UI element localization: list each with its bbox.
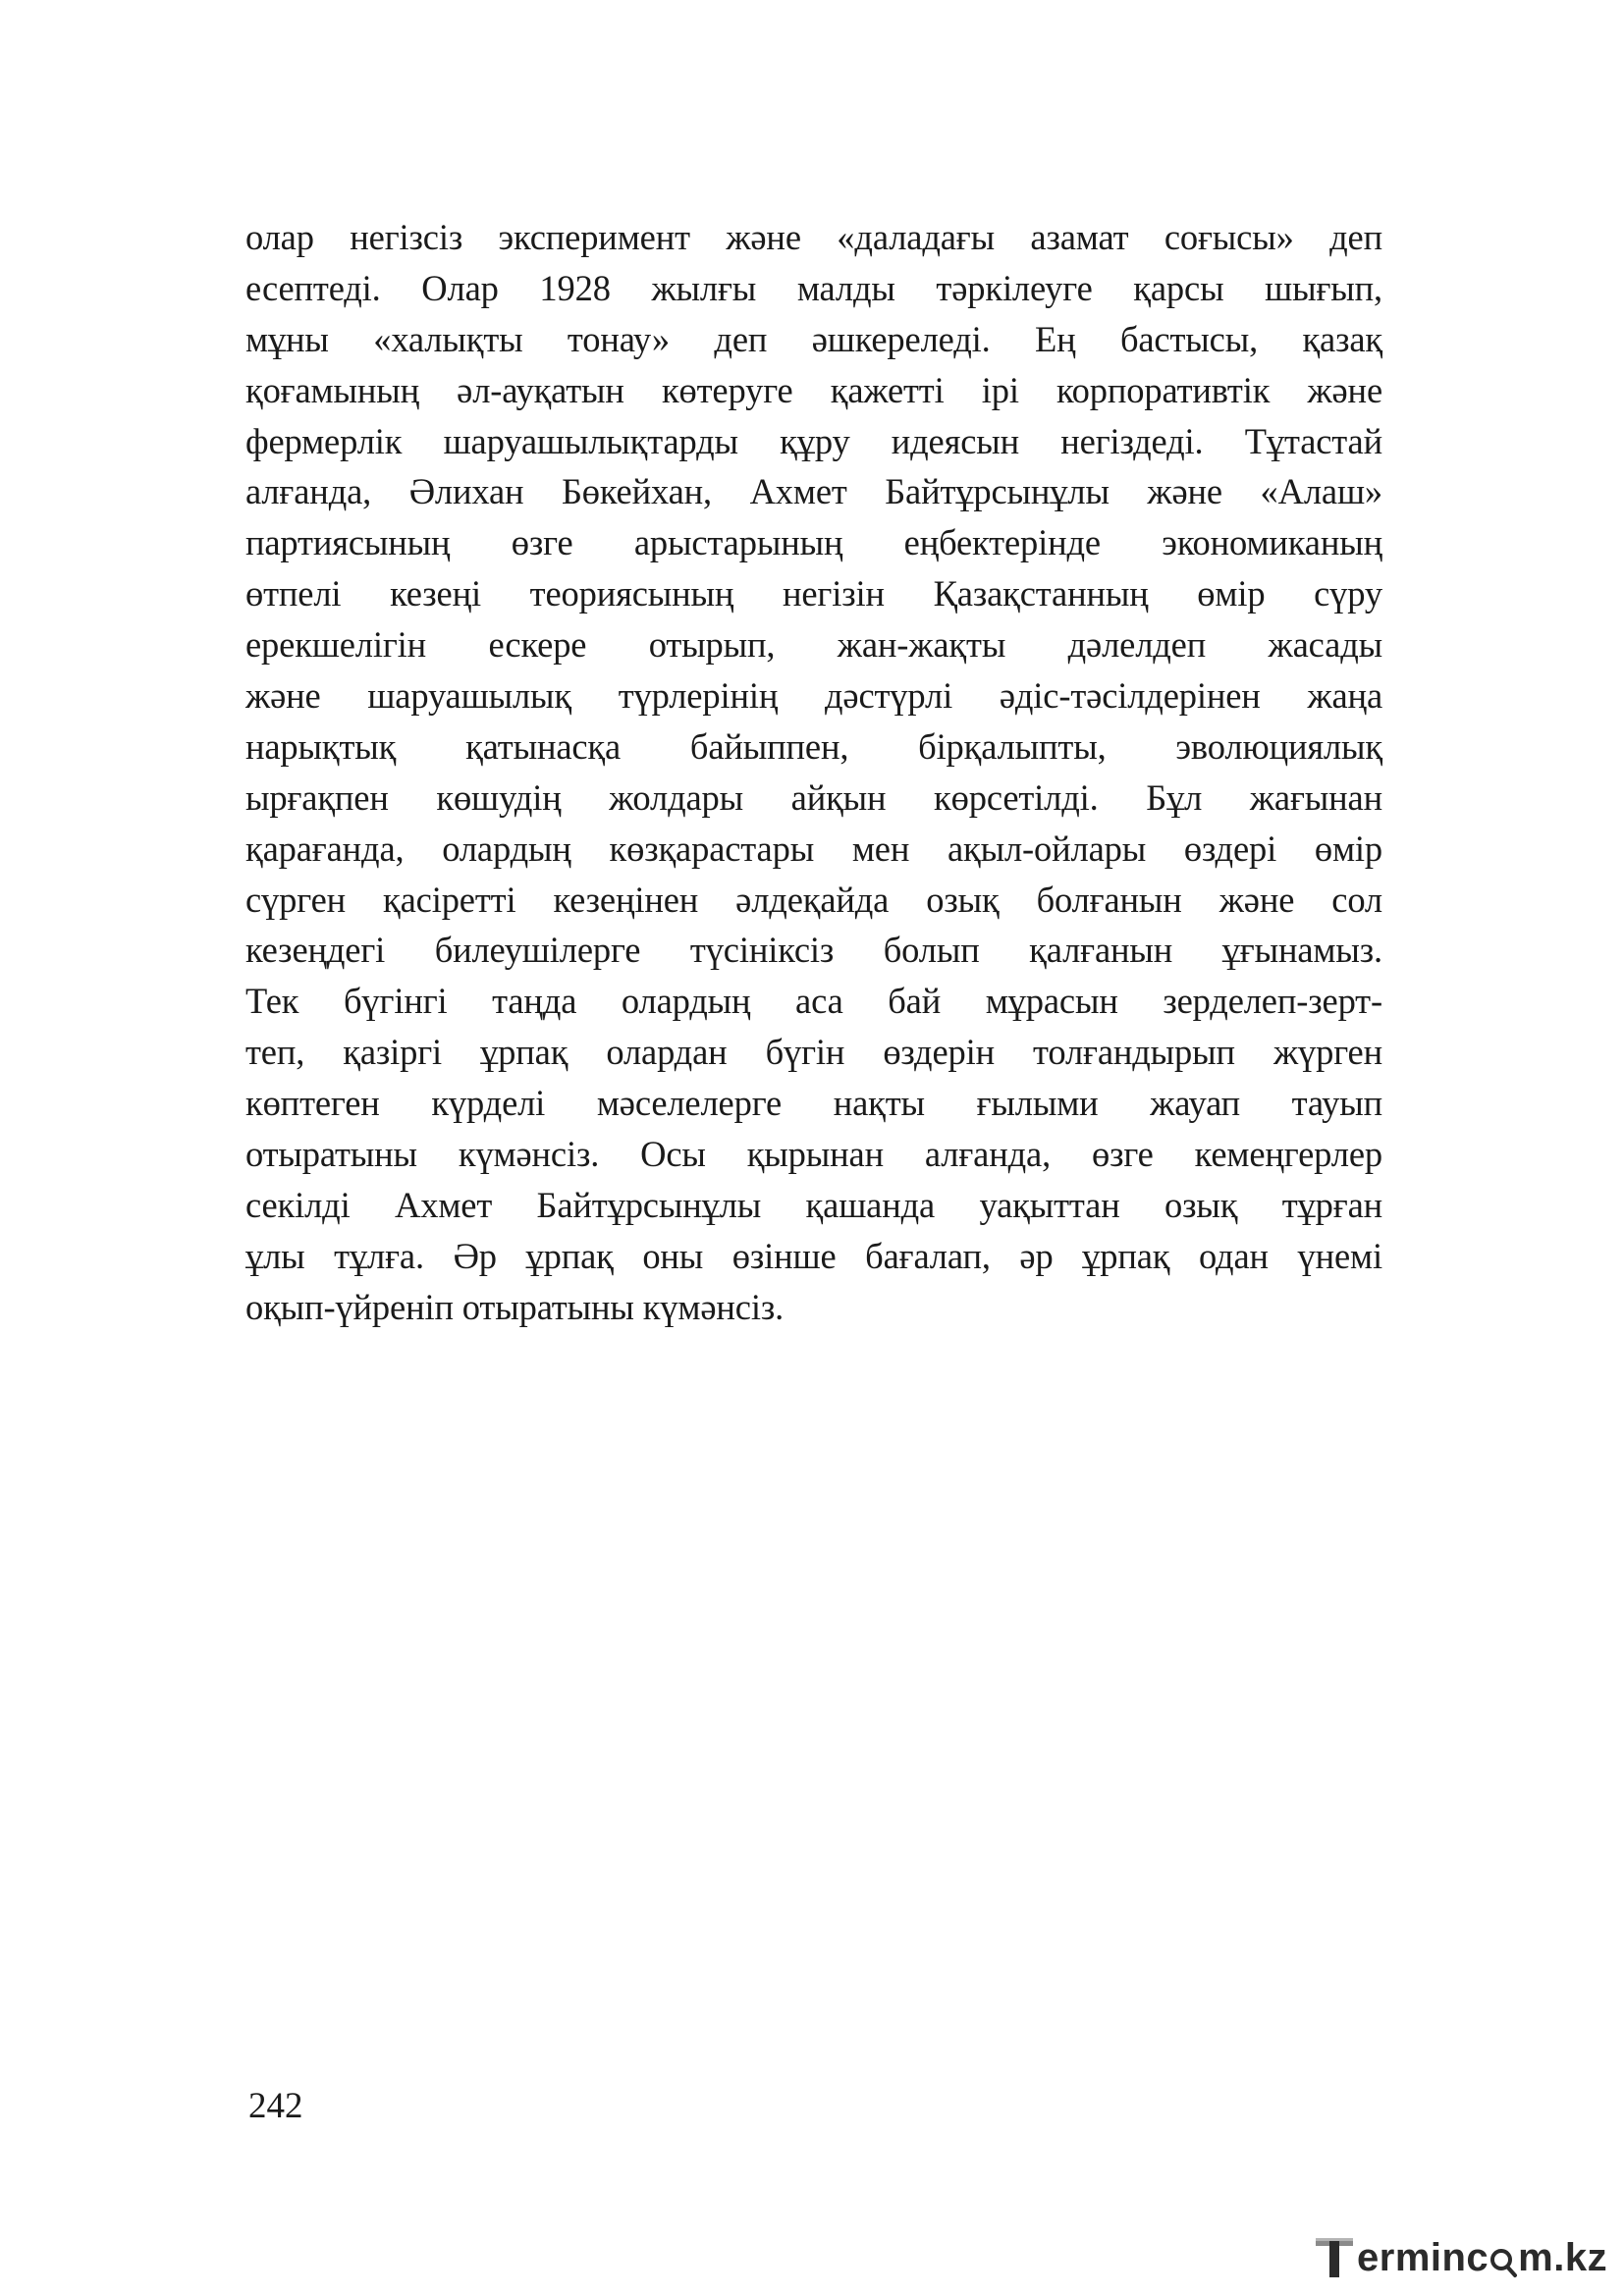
body-paragraph	[245, 212, 1382, 1333]
text-line: фермерлік шаруашылықтарды құру идеясын негіздеді. Тұтастай	[245, 420, 1382, 461]
text-line: есептеді. Олар 1928 жылғы малды тәркілеуге қарсы шығып,	[245, 267, 1382, 308]
text-line: нарықтық қатынасқа байыппен, бірқалыпты, эволюциялық	[245, 725, 1382, 767]
text-line: көптеген күрделі мәселелерге нақты ғылыми жауап тауып	[245, 1083, 1382, 1124]
text-line: оқып-үйреніп отыратыны күмәнсіз.	[245, 1286, 785, 1327]
text-line: Тек бүгінгі таңда олардың аса бай мұрасын зерделеп-зерт-	[245, 981, 1382, 1022]
text-line: партиясының өзге арыстарының еңбектерінде экономиканың	[245, 522, 1382, 563]
text-line: және шаруашылық түрлерінің дәстүрлі әдіс-тәсілдерінен жаңа	[245, 675, 1382, 717]
text-line: мұны «халықты тонау» деп әшкереледі. Ең бастысы, қазақ	[245, 318, 1382, 359]
text-line: ерекшелігін ескере отырып, жан-жақты дәлелдеп жасады	[245, 624, 1382, 666]
text-line: секілді Ахмет Байтұрсынұлы қашанда уақыттан озық тұрған	[245, 1184, 1382, 1225]
text-line: сүрген қасіретті кезеңінен әлдеқайда озық болғанын және сол	[245, 879, 1382, 920]
text-line: қарағанда, олардың көзқарастары мен ақыл-ойлары өздері өмір	[245, 828, 1382, 869]
text-line: алғанда, Әлихан Бөкейхан, Ахмет Байтұрсынұлы және «Алаш»	[245, 471, 1382, 512]
text-line: ұлы тұлға. Әр ұрпақ оны өзінше бағалап, әр ұрпақ одан үнемі	[245, 1235, 1382, 1276]
watermark-text-suffix: m.kz	[1518, 2235, 1608, 2279]
watermark-logo	[1316, 2233, 1607, 2282]
watermark-text: erminc	[1357, 2235, 1489, 2279]
text-line: теп, қазіргі ұрпақ олардан бүгін өздерін толғандырып жүрген	[245, 1032, 1382, 1073]
logo-t-icon	[1316, 2236, 1355, 2279]
text-line: отыратыны күмәнсіз. Осы қырынан алғанда, өзге кемеңгерлер	[245, 1134, 1382, 1175]
text-line: олар негізсіз эксперимент және «даладағы азамат соғысы» деп	[245, 217, 1382, 257]
text-line: ырғақпен көшудің жолдары айқын көрсетілді. Бұл жағынан	[245, 776, 1382, 818]
magnifier-o-icon	[1489, 2238, 1518, 2277]
text-line: кезеңдегі билеушілерге түсініксіз болып қалғанын ұғынамыз.	[245, 930, 1382, 971]
text-line: өтпелі кезеңі теориясының негізін Қазақстанның өмір сүру	[245, 573, 1382, 614]
text-line: қоғамының әл-ауқатын көтеруге қажетті ірі корпоративтік және	[245, 369, 1382, 410]
page-number: 242	[248, 2086, 303, 2126]
